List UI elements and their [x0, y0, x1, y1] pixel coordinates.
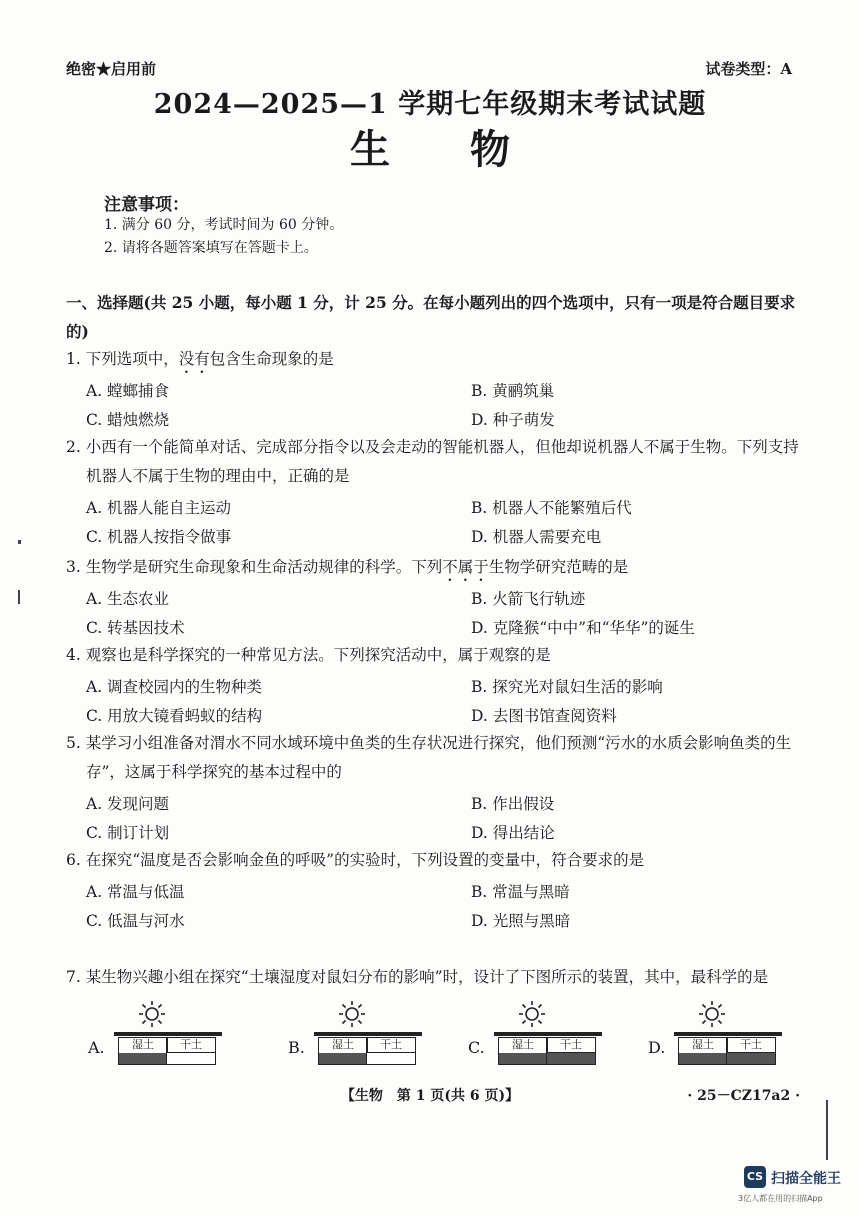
sun-icon [518, 1000, 546, 1028]
option-list [66, 673, 801, 731]
emphasis-text: 没有 [178, 350, 210, 368]
question-7 [66, 963, 801, 995]
question-7-figures [88, 1000, 762, 1080]
wet-soil-label: 湿土 [332, 1038, 354, 1051]
dry-soil-cell [726, 1037, 776, 1065]
stem-text: 5. 某学习小组准备对渭水不同水域环境中鱼类的生存状况进行探究，他们预测“污水的水质会影响鱼类的生存”，这属于科学探究的基本过程中的 [66, 734, 792, 781]
note-item: 1. 满分 60 分，考试时间为 60 分钟。 [104, 217, 344, 233]
option-d[interactable]: D. 光照与黑暗 [471, 912, 571, 930]
soil-fill [367, 1052, 415, 1064]
stem-text: 3. 生物学是研究生命现象和生命活动规律的科学。下列 [66, 558, 443, 576]
option-a[interactable]: A. 调查校园内的生物种类 [86, 678, 263, 696]
option-c[interactable]: C. 用放大镜看蚂蚁的结构 [86, 707, 263, 725]
soil-fill [319, 1053, 367, 1064]
note-item: 2. 请将各题答案填写在答题卡上。 [104, 240, 318, 256]
scanner-slogan: 3亿人都在用的扫描App [738, 1194, 823, 1203]
stem-text: 包含生命现象的是 [209, 350, 334, 368]
paper-type-label: 试卷类型：A [705, 60, 792, 78]
wet-soil-label: 湿土 [512, 1038, 534, 1051]
page-title: 2024—2025—1 学期七年级期末考试试题 [153, 89, 707, 120]
tray-cover [114, 1032, 222, 1036]
option-list [66, 790, 801, 848]
figure-label: D. [648, 1038, 666, 1057]
question-stem [66, 729, 801, 790]
subject-title: 生物 [350, 126, 590, 173]
wet-soil-cell [118, 1037, 168, 1065]
dry-soil-cell [166, 1037, 216, 1065]
soil-tray [498, 1032, 598, 1066]
option-a[interactable]: A. 螳螂捕食 [86, 382, 170, 400]
question-5 [66, 729, 801, 848]
question-stem [66, 846, 801, 878]
stem-text: 2. 小西有一个能简单对话、完成部分指令以及会走动的智能机器人，但他却说机器人不属于生物。下列支持机器人不属于生物的理由中，正确的是 [66, 438, 799, 485]
option-b[interactable]: B. 探究光对鼠妇生活的影响 [471, 678, 663, 696]
soil-tray [318, 1032, 418, 1066]
option-a[interactable]: A. 机器人能自主运动 [86, 499, 232, 517]
question-3 [66, 553, 801, 643]
scan-artifact [18, 540, 21, 544]
option-b[interactable]: B. 机器人不能繁殖后代 [471, 499, 632, 517]
option-c[interactable]: C. 低温与河水 [86, 912, 185, 930]
figure-label: B. [288, 1038, 305, 1057]
option-c[interactable]: C. 制订计划 [86, 824, 170, 842]
figure-option-c [468, 1000, 598, 1080]
notes-list [104, 214, 343, 260]
scanner-logo: CS [744, 1166, 766, 1188]
question-1 [66, 345, 801, 435]
tray-cover [674, 1032, 782, 1036]
option-b[interactable]: B. 火箭飞行轨迹 [471, 590, 586, 608]
option-a[interactable]: A. 常温与低温 [86, 883, 185, 901]
soil-fill [499, 1053, 547, 1064]
soil-tray [118, 1032, 218, 1066]
option-b[interactable]: B. 黄鹂筑巢 [471, 382, 555, 400]
soil-fill [727, 1052, 775, 1064]
option-b[interactable]: B. 常温与黑暗 [471, 883, 570, 901]
question-stem [66, 963, 801, 995]
sun-icon [698, 1000, 726, 1028]
wet-soil-label: 湿土 [132, 1038, 154, 1051]
sun-icon [138, 1000, 166, 1028]
sun-icon [338, 1000, 366, 1028]
page-footer: 【生物 第 1 页(共 6 页)】 [340, 1088, 520, 1104]
figure-option-d [648, 1000, 778, 1080]
scan-artifact [18, 590, 20, 604]
soil-fill [547, 1052, 595, 1064]
section-heading: 一、选择题(共 25 小题，每小题 1 分，计 25 分。在每小题列出的四个选项中，只有一项是符合题目要求的) [66, 293, 796, 341]
option-c[interactable]: C. 转基因技术 [86, 619, 185, 637]
soil-fill [119, 1053, 167, 1064]
question-2 [66, 433, 801, 552]
option-list [66, 878, 801, 936]
wet-soil-cell [318, 1037, 368, 1065]
figure-option-a [88, 1000, 218, 1080]
wet-soil-cell [498, 1037, 548, 1065]
question-stem [66, 553, 801, 585]
confidential-label: 绝密★启用前 [66, 60, 157, 78]
wet-soil-label: 湿土 [692, 1038, 714, 1051]
dry-soil-label: 干土 [560, 1038, 582, 1051]
stem-text: 1. 下列选项中， [66, 350, 179, 368]
figure-label: A. [88, 1038, 105, 1057]
option-c[interactable]: C. 蜡烛燃烧 [86, 411, 170, 429]
scanner-watermark [738, 1166, 844, 1206]
question-stem [66, 641, 801, 673]
option-a[interactable]: A. 生态农业 [86, 590, 170, 608]
option-b[interactable]: B. 作出假设 [471, 795, 555, 813]
option-list [66, 377, 801, 435]
emphasis-text: 不属于 [442, 558, 489, 576]
option-a[interactable]: A. 发现问题 [86, 795, 170, 813]
soil-tray [678, 1032, 778, 1066]
dry-soil-cell [366, 1037, 416, 1065]
option-d[interactable]: D. 去图书馆查阅资料 [471, 707, 617, 725]
dry-soil-label: 干土 [380, 1038, 402, 1051]
question-stem [66, 345, 801, 377]
stem-text: 7. 某生物兴趣小组在探究“土壤湿度对鼠妇分布的影响”时，设计了下图所示的装置，其中，最科学的是 [66, 968, 769, 986]
stem-text: 生物学研究范畴的是 [488, 558, 629, 576]
stem-text: 4. 观察也是科学探究的一种常见方法。下列探究活动中，属于观察的是 [66, 646, 551, 664]
option-d[interactable]: D. 机器人需要充电 [471, 528, 602, 546]
scan-artifact [826, 1100, 828, 1160]
dry-soil-cell [546, 1037, 596, 1065]
dry-soil-label: 干土 [740, 1038, 762, 1051]
option-d[interactable]: D. 克隆猴“中中”和“华华”的诞生 [471, 619, 695, 637]
tray-cover [314, 1032, 422, 1036]
tray-cover [494, 1032, 602, 1036]
question-6 [66, 846, 801, 936]
option-list [66, 494, 801, 552]
paper-code: · 25－CZ17a2 · [687, 1088, 800, 1104]
question-stem [66, 433, 801, 494]
figure-label: C. [468, 1038, 485, 1057]
question-4 [66, 641, 801, 731]
notes-heading: 注意事项： [104, 195, 189, 215]
stem-text: 6. 在探究“温度是否会影响金鱼的呼吸”的实验时，下列设置的变量中，符合要求的是 [66, 851, 645, 869]
option-c[interactable]: C. 机器人按指令做事 [86, 528, 232, 546]
soil-fill [679, 1053, 727, 1064]
option-d[interactable]: D. 种子萌发 [471, 411, 555, 429]
dry-soil-label: 干土 [180, 1038, 202, 1051]
option-d[interactable]: D. 得出结论 [471, 824, 555, 842]
scanner-name: 扫描全能王 [771, 1171, 841, 1187]
soil-fill [167, 1052, 215, 1064]
figure-option-b [288, 1000, 418, 1080]
option-list [66, 585, 801, 643]
wet-soil-cell [678, 1037, 728, 1065]
